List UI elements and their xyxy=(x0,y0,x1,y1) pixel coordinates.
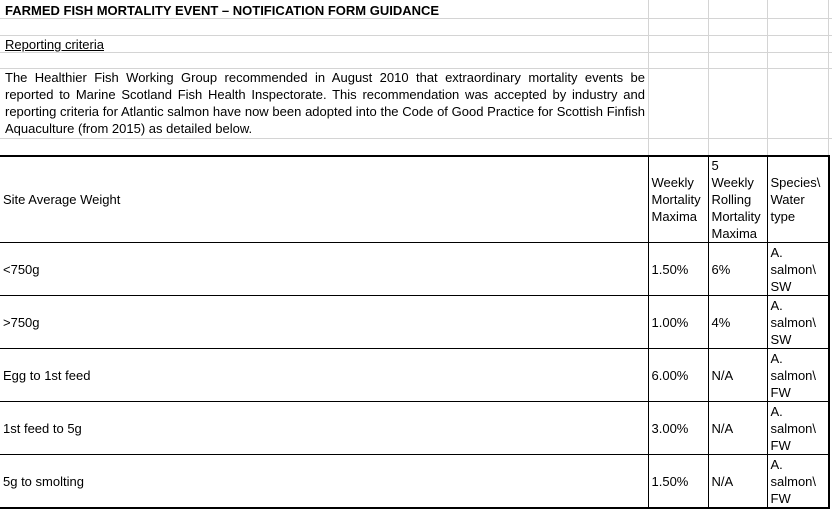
table-row xyxy=(0,455,829,509)
cell-weight[interactable]: Egg to 1st feed xyxy=(0,349,648,402)
intro-cell[interactable] xyxy=(0,69,648,137)
cell-rolling[interactable]: N/A xyxy=(708,455,767,509)
page-title[interactable]: FARMED FISH MORTALITY EVENT – NOTIFICATION FORM GUIDANCE xyxy=(5,3,440,18)
header-weekly-mortality-maxima[interactable]: Weekly Mortality Maxima xyxy=(648,156,708,243)
cell-weekly[interactable]: 6.00% xyxy=(648,349,708,402)
intro-text: The Healthier Fish Working Group recommended in August 2010 that extraordinary mortality events be reported to Marine Scotland Fish Health Inspectorate. This recommendation was accepted by industry and reporting criteria for Atlantic salmon have now been adopted into the Code of Good Practice for Scottish Finfish Aquaculture (from 2015) as detailed below. xyxy=(5,70,645,136)
header-site-average-weight[interactable]: Site Average Weight xyxy=(0,156,648,243)
cell-species[interactable]: A. salmon\ FW xyxy=(767,455,829,509)
mortality-criteria-table xyxy=(0,155,830,509)
cell-weekly[interactable]: 1.50% xyxy=(648,243,708,296)
gridline xyxy=(828,0,829,155)
cell-weight[interactable]: 1st feed to 5g xyxy=(0,402,648,455)
cell-rolling[interactable]: 4% xyxy=(708,296,767,349)
cell-weight[interactable]: 5g to smolting xyxy=(0,455,648,509)
cell-species[interactable]: A. salmon\ SW xyxy=(767,296,829,349)
cell-species[interactable]: A. salmon\ SW xyxy=(767,243,829,296)
gridline xyxy=(708,0,709,155)
cell-species[interactable]: A. salmon\ FW xyxy=(767,402,829,455)
table-header-row xyxy=(0,156,829,243)
header-species-water-type[interactable]: Species\ Water type xyxy=(767,156,829,243)
reporting-criteria-heading[interactable]: Reporting criteria xyxy=(5,37,104,52)
cell-species[interactable]: A. salmon\ FW xyxy=(767,349,829,402)
cell-rolling[interactable]: 6% xyxy=(708,243,767,296)
gridline xyxy=(767,0,768,155)
cell-weight[interactable]: <750g xyxy=(0,243,648,296)
table-row xyxy=(0,296,829,349)
cell-weight[interactable]: >750g xyxy=(0,296,648,349)
cell-rolling[interactable]: N/A xyxy=(708,349,767,402)
header-5-weekly-rolling-mortality-maxima[interactable]: 5 Weekly Rolling Mortality Maxima xyxy=(708,156,767,243)
cell-weekly[interactable]: 1.50% xyxy=(648,455,708,509)
table-row xyxy=(0,243,829,296)
table-row xyxy=(0,402,829,455)
table-row xyxy=(0,349,829,402)
cell-weekly[interactable]: 3.00% xyxy=(648,402,708,455)
gridline xyxy=(648,0,649,155)
cell-rolling[interactable]: N/A xyxy=(708,402,767,455)
cell-weekly[interactable]: 1.00% xyxy=(648,296,708,349)
